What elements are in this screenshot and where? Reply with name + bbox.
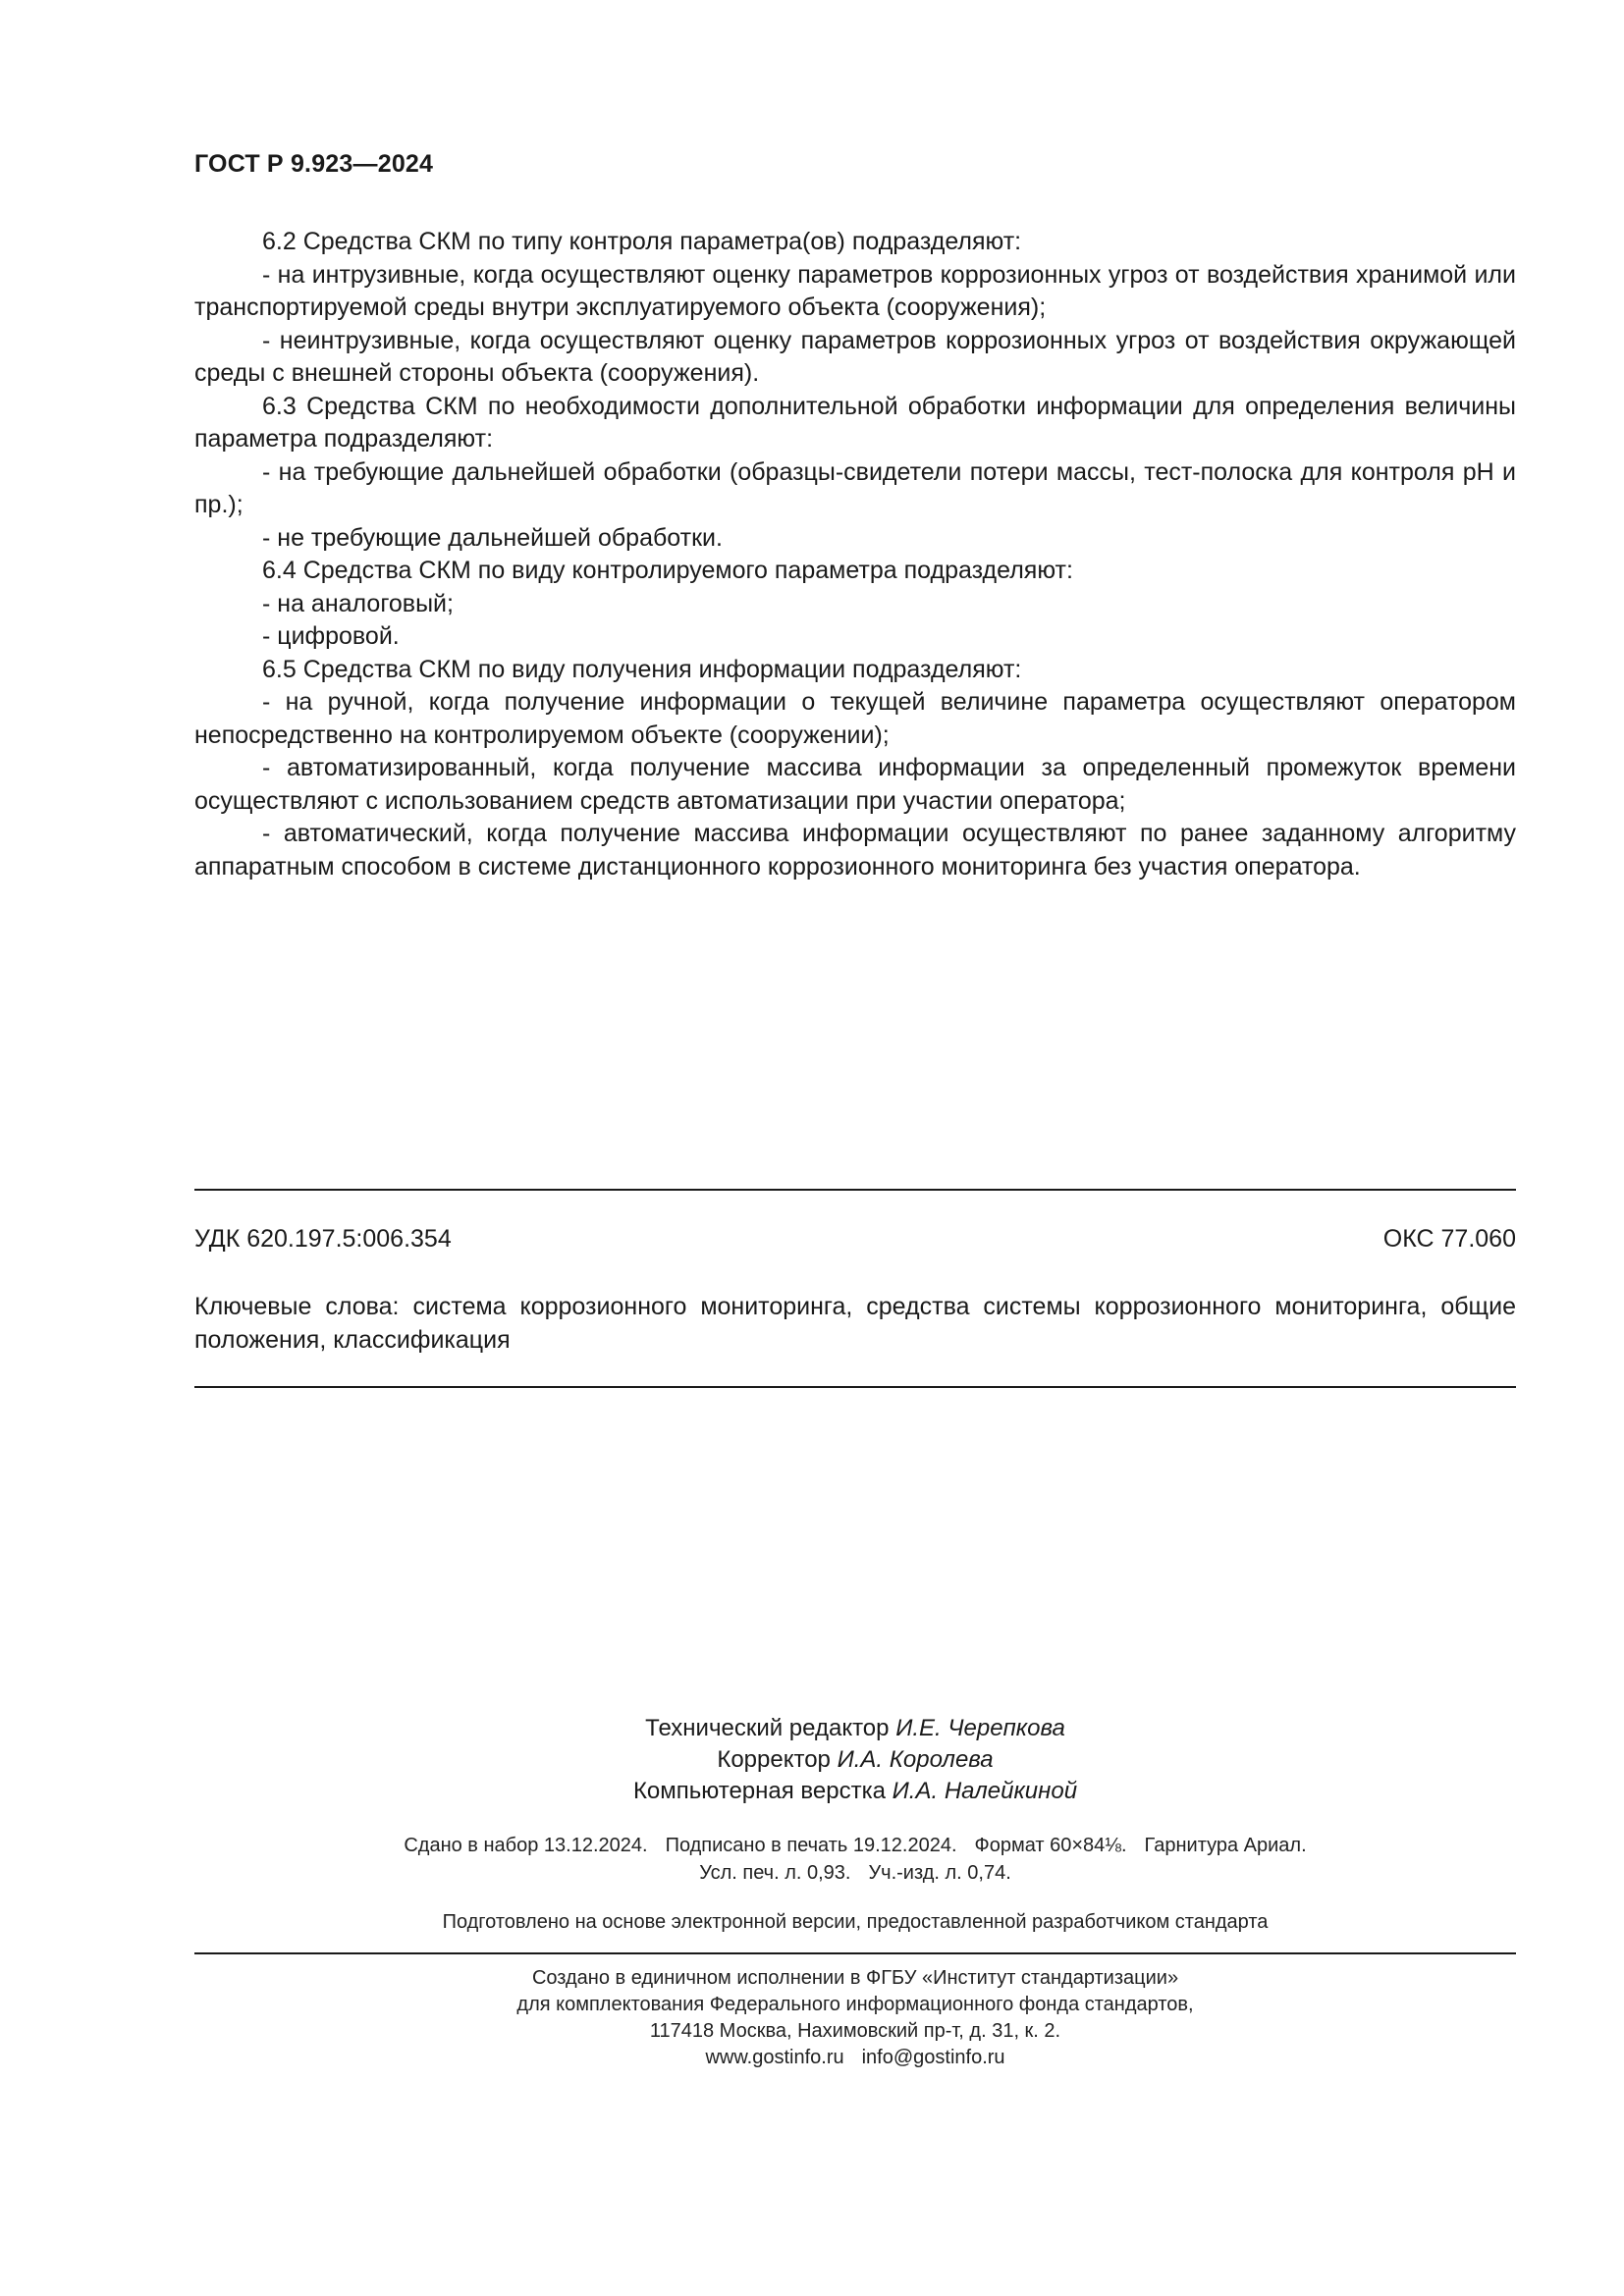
paragraph: 6.4 Средства СКМ по виду контролируемого параметра подразделяют: [262,557,1073,584]
tech-editor-name: И.Е. Черепкова [895,1715,1065,1741]
publisher-footer: Создано в единичном исполнении в ФГБУ «Институт стандартизации» для комплектования Федерального информационного фонда стандартов, 117418 Москва, Нахимовский пр-т, д. 31, к. 2. www.gostinfo.ru info@gostinfo.ru [516,1967,1194,2068]
list-item: - на интрузивные, когда осуществляют оценку параметров коррозионных угроз от воздействия хранимой или транспортируемой среды внутри эксплуатируемого объекта (сооружения); [194,260,1516,321]
divider [194,1189,1516,1191]
layout-name: И.А. Налейкиной [892,1778,1078,1804]
divider [194,1386,1516,1388]
divider [194,1952,1516,1954]
imprint [194,1832,1516,1887]
imprint-line-2: Усл. печ. л. 0,93. Уч.-изд. л. 0,74. [699,1862,1011,1884]
paragraph: 6.5 Средства СКМ по виду получения информации подразделяют: [262,655,1022,683]
credits [194,1713,1516,1807]
paragraph: 6.3 Средства СКМ по необходимости дополнительной обработки информации для определения величины параметра подразделяют: [194,392,1516,453]
list-item: - на требующие дальнейшей обработки (образцы-свидетели потери массы, тест-полоска для контроля pH и пр.); [194,457,1516,518]
list-item: - на аналоговый; [262,589,454,617]
list-item: - на ручной, когда получение информации о текущей величине параметра осуществляют оператором непосредственно на контролируемом объекте (сооружении); [194,688,1516,749]
paragraph: 6.2 Средства СКМ по типу контроля параметра(ов) подразделяют: [262,228,1022,255]
list-item: - автоматизированный, когда получение массива информации за определенный промежуток времени осуществляют с использованием средств автоматизации при участии оператора; [194,754,1516,815]
udk-code: УДК 620.197.5:006.354 [194,1225,452,1253]
list-item: - неинтрузивные, когда осуществляют оценку параметров коррозионных угроз от воздействия окружающей среды с внешней стороны объекта (сооружения). [194,326,1516,387]
email-link[interactable]: info@gostinfo.ru [861,2047,1005,2068]
list-item: - не требующие дальнейшей обработки. [262,523,723,552]
imprint-line-1: Сдано в набор 13.12.2024. Подписано в печать 19.12.2024. Формат 60×84⅛. Гарнитура Ариал. [404,1835,1307,1856]
website-link[interactable]: www.gostinfo.ru [705,2047,844,2068]
keywords-text: система коррозионного мониторинга, средства системы коррозионного мониторинга, общие положения, классификация [194,1293,1516,1354]
keywords [194,1291,1516,1357]
credit-tech-editor: Технический редактор И.Е. Черепкова [645,1715,1065,1741]
credit-layout: Компьютерная верстка И.А. Налейкиной [632,1778,1078,1804]
list-item: - автоматический, когда получение массива информации осуществляют по ранее заданному алгоритму аппаратным способом в системе дистанционного коррозионного мониторинга без участия оператора. [194,820,1516,881]
keywords-label: Ключевые слова: [194,1293,400,1320]
corrector-name: И.А. Королева [837,1746,994,1773]
document-header: ГОСТ Р 9.923—2024 [194,150,434,178]
prepared-note: Подготовлено на основе электронной версии, предоставленной разработчиком стандарта [442,1911,1269,1933]
credit-corrector: Корректор И.А. Королева [717,1746,994,1773]
oks-code: ОКС 77.060 [1382,1225,1516,1253]
document-body [194,226,1516,883]
list-item: - цифровой. [262,622,400,650]
